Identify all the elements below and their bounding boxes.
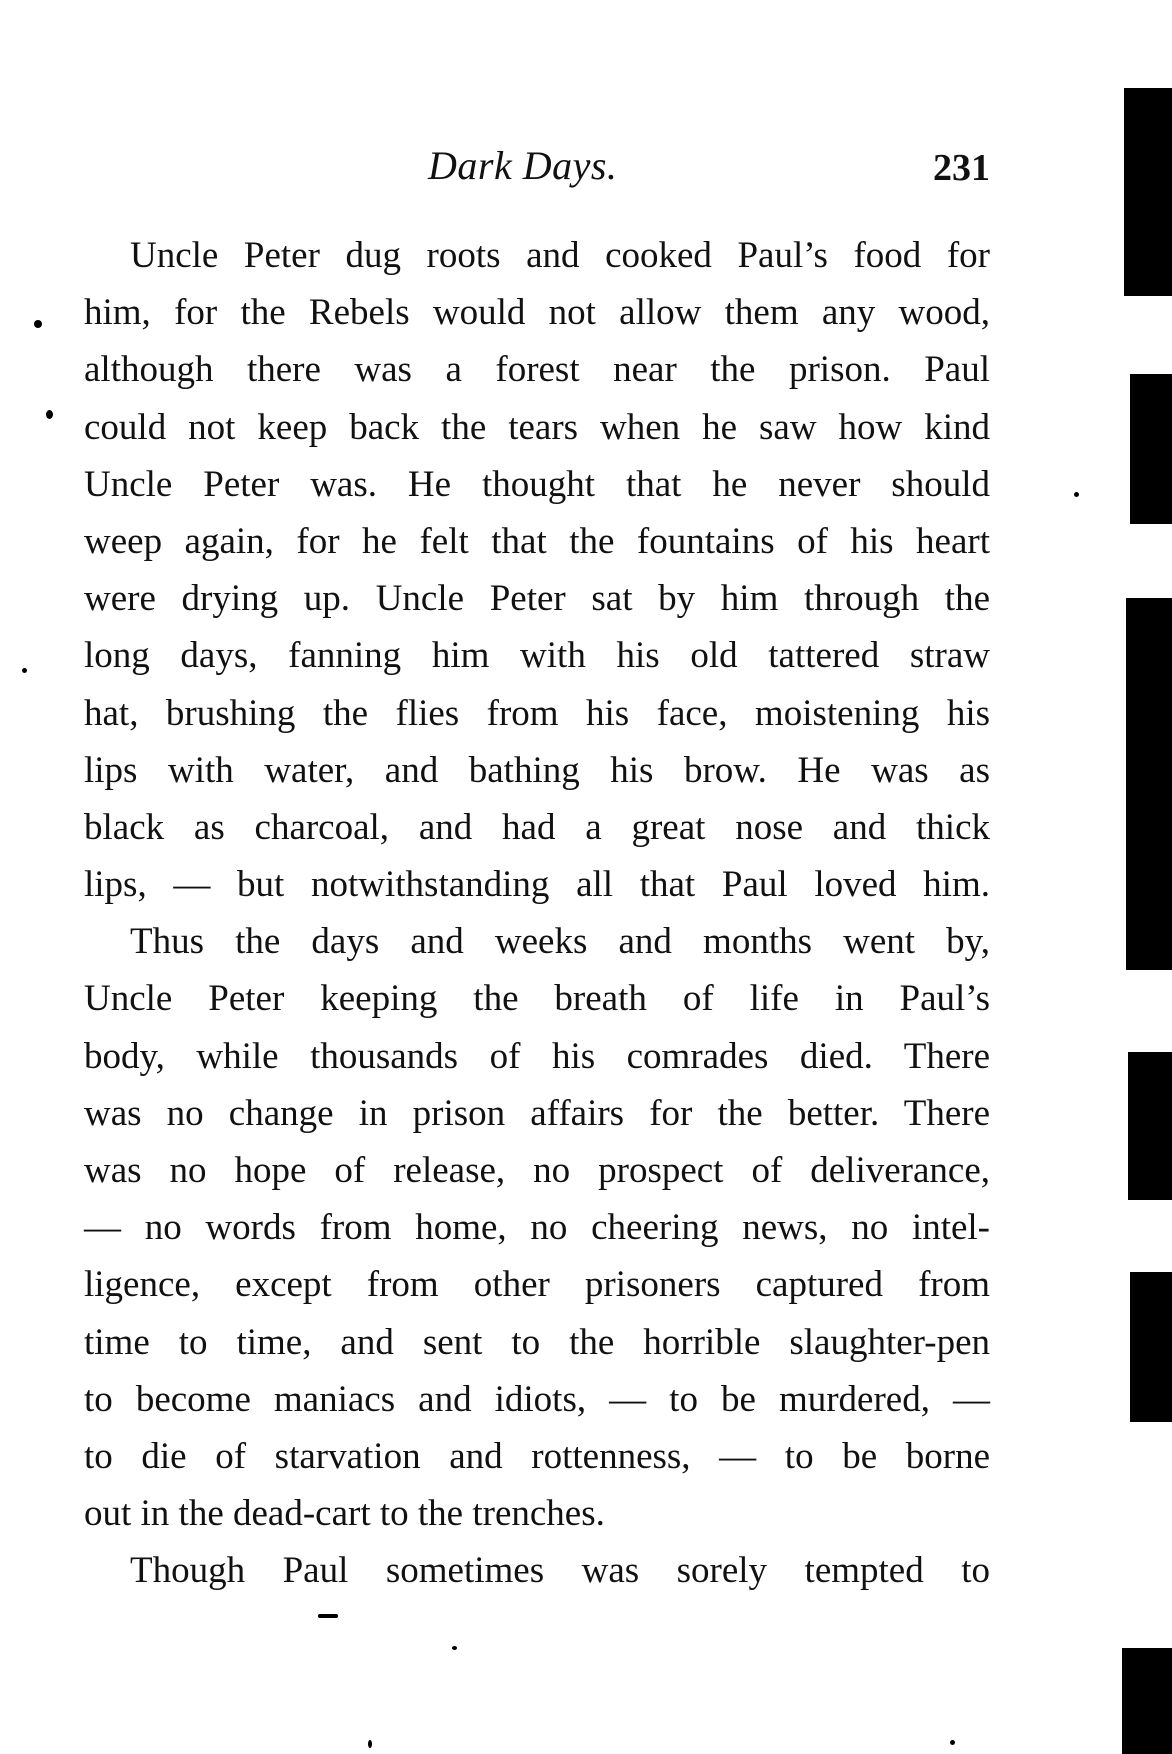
scan-speck <box>452 1646 457 1650</box>
scan-speck <box>318 1614 338 1618</box>
text-line: ligence, except from other prisoners captured from <box>84 1264 990 1306</box>
text-line: hat, brushing the flies from his face, moistening his <box>84 692 990 734</box>
scan-edge-shadow <box>1126 598 1172 970</box>
scan-edge-shadow <box>1128 1052 1172 1200</box>
text-line: weep again, for he felt that the fountains of his heart <box>84 520 990 562</box>
text-line: black as charcoal, and had a great nose and thick <box>84 806 990 848</box>
text-line: although there was a forest near the prison. Paul <box>84 349 990 391</box>
text-line: — no words from home, no cheering news, no intel- <box>84 1207 990 1249</box>
text-line: Uncle Peter was. He thought that he never should <box>84 463 990 505</box>
text-line: was no hope of release, no prospect of deliverance, <box>84 1150 990 1191</box>
scan-speck <box>950 1740 955 1745</box>
scan-edge-shadow <box>1122 1648 1172 1754</box>
text-line: body, while thousands of his comrades died. There <box>84 1035 990 1077</box>
scan-edge-shadow <box>1130 374 1172 524</box>
text-line: Though Paul sometimes was sorely tempted to <box>130 1550 990 1592</box>
text-line: Uncle Peter dug roots and cooked Paul’s food for <box>130 235 990 276</box>
text-line: lips, — but notwithstanding all that Paul loved him. <box>84 864 990 906</box>
text-line: long days, fanning him with his old tattered straw <box>84 635 990 677</box>
text-line: lips with water, and bathing his brow. He was as <box>84 749 990 791</box>
running-title: Dark Days. <box>428 143 618 188</box>
text-line: could not keep back the tears when he saw how kind <box>84 406 990 448</box>
body-text <box>84 227 990 1600</box>
scan-speck <box>1074 492 1079 497</box>
scan-speck <box>22 668 27 673</box>
page-number: 231 <box>933 147 990 189</box>
scan-edge-shadow <box>1124 88 1172 296</box>
text-line: were drying up. Uncle Peter sat by him through the <box>84 578 990 620</box>
text-line: time to time, and sent to the horrible slaughter-pen <box>84 1321 990 1363</box>
scan-edge-shadow <box>1130 1272 1172 1422</box>
text-line: Thus the days and weeks and months went by, <box>130 921 990 963</box>
text-line: to become maniacs and idiots, — to be murdered, — <box>84 1378 990 1420</box>
text-line: was no change in prison affairs for the better. There <box>84 1092 990 1134</box>
text-line: Uncle Peter keeping the breath of life in Paul’s <box>84 978 990 1020</box>
scan-speck <box>368 1740 372 1748</box>
running-head <box>84 142 990 192</box>
text-line: him, for the Rebels would not allow them any wood, <box>84 292 990 334</box>
scan-speck <box>46 410 53 419</box>
scan-speck <box>34 320 42 328</box>
text-line: to die of starvation and rottenness, — to be borne <box>84 1435 990 1477</box>
text-line: out in the dead-cart to the trenches. <box>84 1493 605 1535</box>
